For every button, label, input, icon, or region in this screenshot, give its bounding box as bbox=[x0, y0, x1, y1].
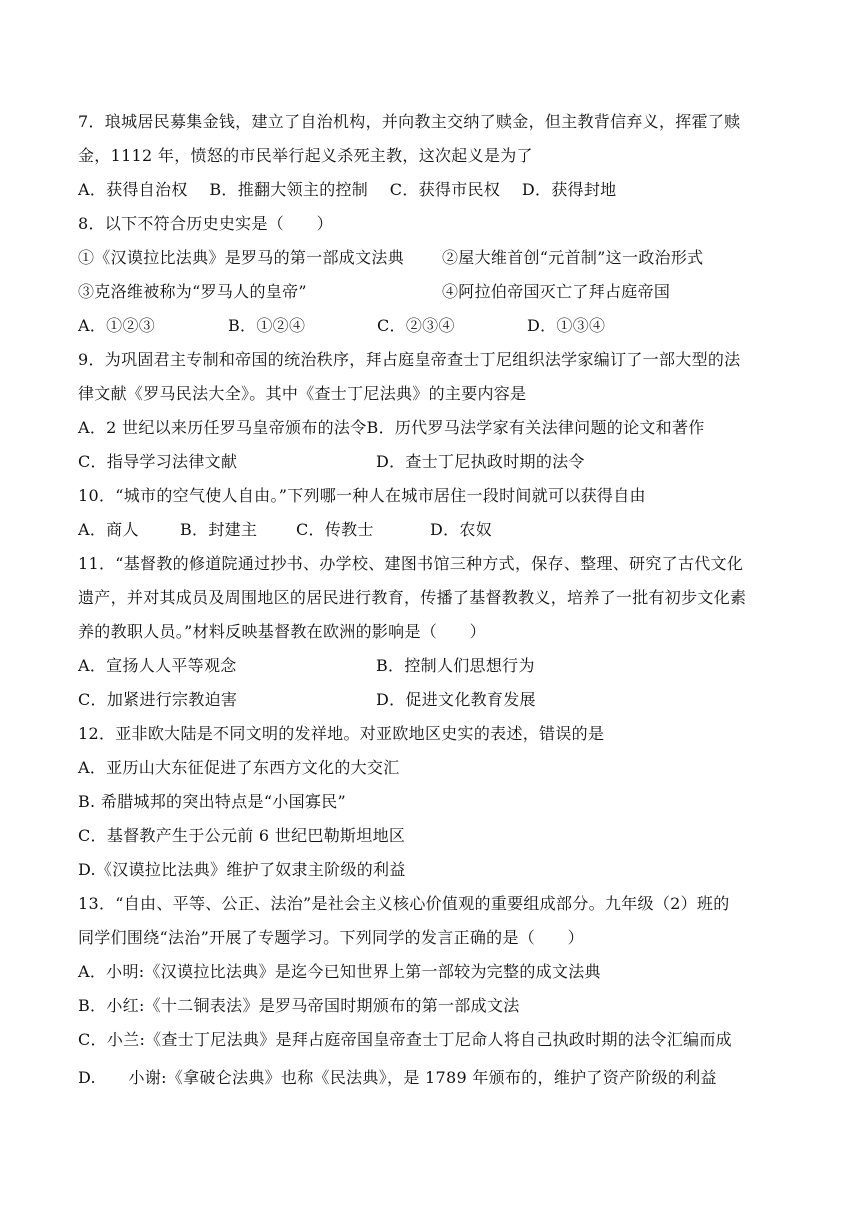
q8-stem: 8．以下不符合历史史实是（ ） bbox=[78, 214, 333, 233]
q8-item-4: ④阿拉伯帝国灭亡了拜占庭帝国 bbox=[442, 282, 671, 301]
q11-option-c: C．加紧进行宗教迫害 bbox=[78, 690, 238, 709]
q13-stem-line1: 13．“自由、平等、公正、法治”是社会主义核心价值观的重要组成部分。九年级（2）班的 bbox=[78, 894, 730, 913]
q12-option-c: C．基督教产生于公元前 6 世纪巴勒斯坦地区 bbox=[78, 826, 406, 845]
q12-option-b: B. 希腊城邦的突出特点是“小国寡民” bbox=[78, 792, 346, 811]
q9-stem-line2: 律文献《罗马民法大全》。其中《查士丁尼法典》的主要内容是 bbox=[78, 384, 527, 403]
q11-option-a: A．宣扬人人平等观念 bbox=[78, 656, 237, 675]
q11-stem-line1: 11．“基督教的修道院通过抄书、办学校、建图书馆三种方式，保存、整理、研究了古代文化 bbox=[78, 554, 744, 573]
q13-option-d: D. 小谢:《拿破仑法典》也称《民法典》，是 1789 年颁布的，维护了资产阶级的利益 bbox=[78, 1068, 717, 1087]
q13-option-b: B．小红:《十二铜表法》是罗马帝国时期颁布的第一部成文法 bbox=[78, 996, 520, 1015]
q10-stem: 10．“城市的空气使人自由。”下列哪一种人在城市居住一段时间就可以获得自由 bbox=[78, 486, 646, 505]
q8-option-d: D．①③④ bbox=[527, 316, 606, 335]
q12-stem: 12．亚非欧大陆是不同文明的发祥地。对亚欧地区史实的表述，错误的是 bbox=[78, 724, 605, 743]
q10-option-d: D．农奴 bbox=[430, 520, 493, 539]
q8-option-c: C．②③④ bbox=[377, 316, 455, 335]
q9-option-d: D．查士丁尼执政时期的法令 bbox=[376, 452, 585, 471]
q10-option-a: A．商人 bbox=[78, 520, 139, 539]
q13-option-c: C．小兰:《查士丁尼法典》是拜占庭帝国皇帝查士丁尼命人将自己执政时期的法令汇编而成 bbox=[78, 1030, 732, 1049]
q8-item-2: ②屋大维首创“元首制”这一政治形式 bbox=[442, 248, 704, 267]
q7-options: A．获得自治权 B．推翻大领主的控制 C．获得市民权 D．获得封地 bbox=[78, 180, 617, 199]
q11-stem-line3: 养的教职人员。”材料反映基督教在欧洲的影响是（ ） bbox=[78, 622, 486, 641]
q11-stem-line2: 遗产，并对其成员及周围地区的居民进行教育，传播了基督教教义，培养了一批有初步文化素 bbox=[78, 588, 747, 607]
q12-option-d: D.《汉谟拉比法典》维护了奴隶主阶级的利益 bbox=[78, 860, 406, 879]
q10-option-b: B．封建主 bbox=[180, 520, 258, 539]
q7-stem-line1: 7．琅城居民募集金钱，建立了自治机构，并向教主交纳了赎金，但主教背信弃义，挥霍了赎 bbox=[78, 112, 741, 131]
q8-option-a: A．①②③ bbox=[78, 316, 156, 335]
q11-option-b: B．控制人们思想行为 bbox=[376, 656, 535, 675]
q13-stem-line2: 同学们围绕“法治”开展了专题学习。下列同学的发言正确的是（ ） bbox=[78, 928, 584, 947]
q9-option-c: C．指导学习法律文献 bbox=[78, 452, 238, 471]
q8-item-3: ③克洛维被称为“罗马人的皇帝” bbox=[78, 282, 307, 301]
q7-stem-line2: 金，1112 年，愤怒的市民举行起义杀死主教，这次起义是为了 bbox=[78, 146, 533, 165]
q8-option-b: B．①②④ bbox=[228, 316, 306, 335]
q8-item-1: ①《汉谟拉比法典》是罗马的第一部成文法典 bbox=[78, 248, 405, 267]
q10-option-c: C．传教士 bbox=[296, 520, 374, 539]
q13-option-a: A．小明:《汉谟拉比法典》是迄今已知世界上第一部较为完整的成文法典 bbox=[78, 962, 601, 981]
q11-option-d: D．促进文化教育发展 bbox=[376, 690, 536, 709]
q12-option-a: A．亚历山大东征促进了东西方文化的大交汇 bbox=[78, 758, 400, 777]
q9-option-ab: A．2 世纪以来历任罗马皇帝颁布的法令B．历代罗马法学家有关法律问题的论文和著作 bbox=[78, 418, 705, 437]
q9-stem-line1: 9．为巩固君主专制和帝国的统治秩序，拜占庭皇帝查士丁尼组织法学家编订了一部大型的法 bbox=[78, 350, 741, 369]
